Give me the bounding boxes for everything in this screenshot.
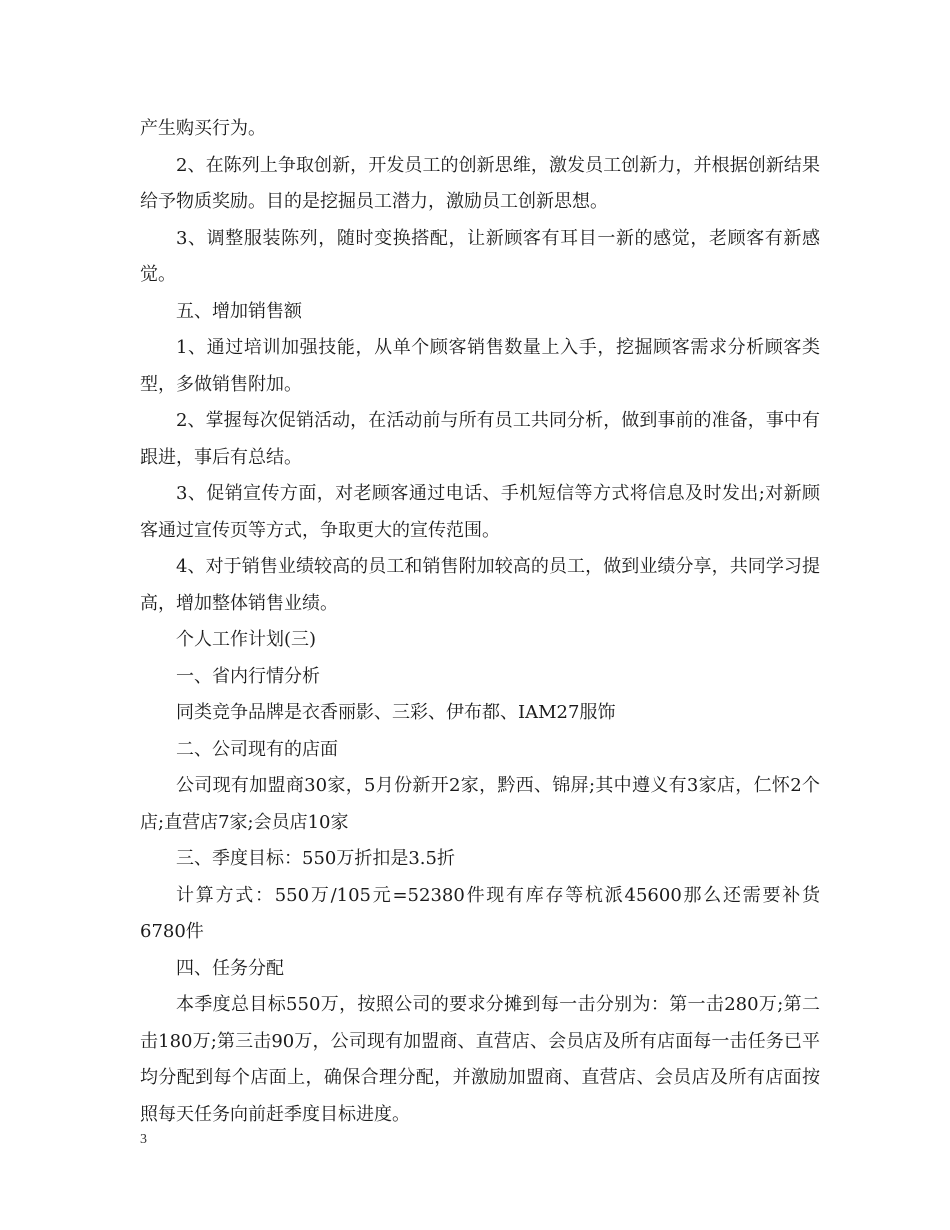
paragraph: 计算方式：550万/105元=52380件现有库存等杭派45600那么还需要补货6780件 — [140, 884, 820, 942]
paragraph: 公司现有加盟商30家，5月份新开2家，黔西、锦屏;其中遵义有3家店，仁怀2个店;直营店7家;会员店10家 — [140, 775, 820, 833]
paragraph: 3、调整服装陈列，随时变换搭配，让新顾客有耳目一新的感觉，老顾客有新感觉。 — [140, 227, 820, 285]
paragraph: 2、在陈列上争取创新，开发员工的创新思维，激发员工创新力，并根据创新结果给予物质奖励。目的是挖掘员工潜力，激励员工创新思想。 — [140, 154, 820, 212]
paragraph: 本季度总目标550万，按照公司的要求分摊到每一击分别为：第一击280万;第二击180万;第三击90万，公司现有加盟商、直营店、会员店及所有店面每一击任务已平均分配到每个店面上，确保合理分配，并激励加盟商、直营店、会员店及所有店面按照每天任务向前赶季度目标进度。 — [140, 994, 820, 1125]
document-body — [140, 111, 820, 1133]
paragraph: 4、对于销售业绩较高的员工和销售附加较高的员工，做到业绩分享，共同学习提高，增加整体销售业绩。 — [140, 556, 820, 614]
section-heading: 三、季度目标：550万折扣是3.5折 — [176, 848, 455, 869]
paragraph: 3、促销宣传方面，对老顾客通过电话、手机短信等方式将信息及时发出;对新顾客通过宣传页等方式，争取更大的宣传范围。 — [140, 483, 820, 541]
paragraph: 1、通过培训加强技能，从单个顾客销售数量上入手，挖掘顾客需求分析顾客类型，多做销售附加。 — [140, 337, 820, 395]
section-heading: 一、省内行情分析 — [176, 665, 320, 687]
section-heading: 四、任务分配 — [176, 957, 284, 979]
paragraph: 同类竞争品牌是衣香丽影、三彩、伊布都、IAM27服饰 — [176, 702, 616, 723]
section-title: 个人工作计划(三) — [176, 629, 317, 650]
section-heading: 二、公司现有的店面 — [176, 738, 338, 760]
paragraph: 2、掌握每次促销活动，在活动前与所有员工共同分析，做到事前的准备，事中有跟进，事后有总结。 — [140, 410, 820, 468]
page-number: 3 — [140, 1132, 147, 1147]
section-heading: 五、增加销售额 — [176, 300, 302, 322]
paragraph: 产生购买行为。 — [140, 118, 266, 139]
